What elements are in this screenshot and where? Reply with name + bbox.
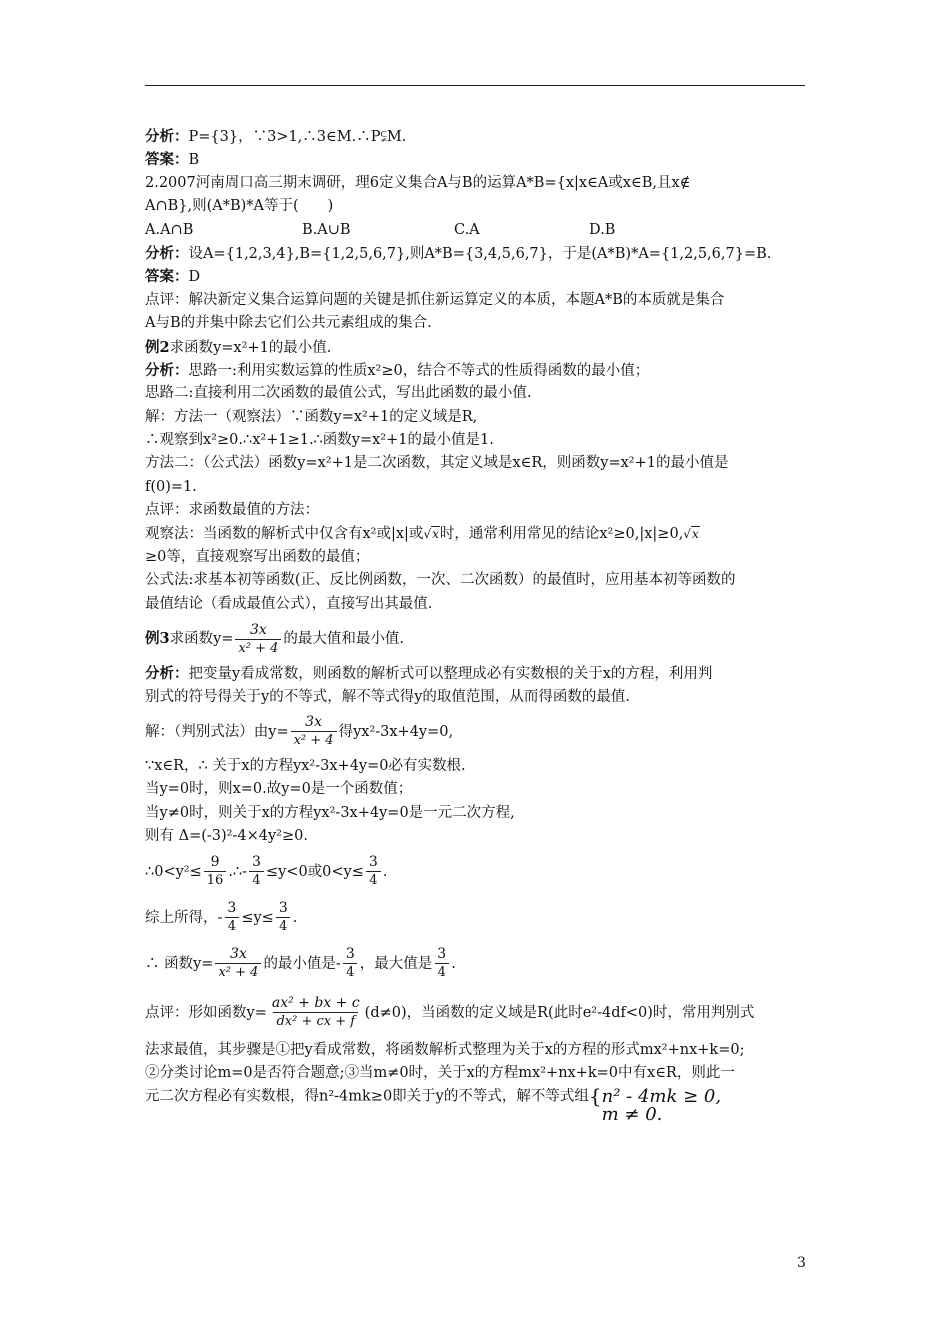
example-2-title — [145, 336, 807, 359]
denominator: 16 — [204, 871, 227, 890]
method-2-line-1: 方法二：（公式法）函数y=x²+1是二次函数，其定义域是x∈R，则函数y=x²+1的最小值是 — [145, 455, 729, 472]
fraction-3-4 — [249, 853, 264, 890]
text: 综上所得，- — [145, 909, 223, 926]
denominator: x² + 4 — [215, 963, 261, 982]
denominator: 4 — [225, 917, 239, 936]
comment-methods-title: 点评：求函数最值的方法： — [145, 502, 319, 519]
fraction-3-4 — [276, 899, 291, 936]
fraction-3x-over-x2p4 — [235, 621, 281, 658]
answer-line-2 — [145, 265, 807, 288]
numerator: 3 — [437, 946, 447, 963]
analysis-text: 思路一:利用实数运算的性质x²≥0，结合不等式的性质得函数的最小值； — [188, 362, 650, 379]
numerator: 3x — [250, 621, 267, 638]
solution-conclusion — [145, 941, 807, 987]
answer-text: D — [188, 269, 201, 286]
fraction-3x-over-x2p4 — [215, 945, 261, 982]
analysis-label: 分析： — [145, 361, 189, 379]
text: 解：（判别式法）由y= — [145, 723, 289, 740]
method-1-line-2: ∴观察到x²≥0.∴x²+1≥1.∴函数y=x²+1的最小值是1. — [145, 432, 494, 449]
solution-line-7 — [145, 895, 807, 941]
example-3-title — [145, 616, 807, 662]
formula-method-line-2: 最值结论（看成最值公式），直接写出其最值. — [145, 595, 433, 612]
sqrt-x: √x — [683, 526, 699, 541]
denominator: 4 — [435, 963, 449, 982]
text: 元二次方程必有实数根，得n²-4mk≥0即关于y的不等式，解不等式组 — [145, 1089, 589, 1106]
text: ≤y<0或0<y≤ — [265, 863, 364, 880]
text: 的最小值是- — [263, 955, 341, 972]
option-c: C.A — [454, 221, 480, 238]
question-2-line-2: A∩B},则(A*B)*A等于( ) — [145, 198, 334, 215]
option-d: D.B — [589, 221, 616, 238]
text: . — [382, 863, 388, 880]
analysis-text: P={3}，∵3>1,∴3∈M.∴P⫋M. — [188, 129, 407, 145]
text: 时，通常利用常见的结论x²≥0,|x|≥0, — [439, 525, 684, 542]
fraction-9-16 — [204, 853, 227, 890]
numerator: 3 — [345, 946, 355, 963]
question-2-line-1: 2.2007河南周口高三期末调研，理6定义集合A与B的运算A*B={x|x∈A或x∈B,且x∉ — [145, 174, 691, 191]
example-3-analysis-1 — [145, 662, 807, 685]
answer-label: 答案： — [145, 151, 189, 169]
numerator: 3 — [252, 854, 261, 871]
answer-line-1 — [145, 148, 807, 171]
denominator: dx² + cx + f — [273, 1012, 358, 1031]
sqrt-x: √x — [423, 526, 439, 541]
page-number: 3 — [797, 1255, 806, 1271]
denominator: x² + 4 — [235, 639, 281, 658]
answer-text: B — [188, 152, 200, 169]
text: ，最大值是 — [359, 955, 433, 972]
text: 求函数y= — [169, 631, 234, 648]
comment-line-2: A与B的并集中除去它们公共元素组成的集合. — [145, 315, 432, 332]
inequality-system — [601, 1086, 722, 1126]
example-2-analysis — [145, 359, 807, 382]
inequality-2: m ≠ 0. — [601, 1104, 663, 1126]
text: 点评：形如函数y= — [145, 1004, 267, 1021]
text: ∴0<y²≤ — [145, 863, 202, 880]
analysis-label: 分析： — [145, 665, 189, 683]
text: . — [451, 955, 456, 972]
sqrt-radicand: x — [691, 526, 699, 541]
solution-line-3: 当y=0时，则x=0.故y=0是一个函数值； — [145, 781, 413, 798]
denominator: 4 — [366, 871, 380, 890]
example-text: 求函数y=x²+1的最小值. — [169, 339, 332, 356]
denominator: 4 — [249, 871, 263, 890]
comment-general-line-1 — [145, 987, 807, 1039]
fraction-3-4 — [224, 899, 239, 936]
analysis-text: 设A={1,2,3,4},B={1,2,5,6,7},则A*B={3,4,5,6,7}，于是(A*B)*A={1,2,5,6,7}=B. — [188, 245, 772, 262]
numerator: 3x — [305, 714, 322, 731]
fraction-3-4 — [434, 945, 449, 982]
method-1-line-1: 解：方法一（观察法）∵函数y=x²+1的定义域是R, — [145, 408, 478, 425]
numerator: 3x — [230, 946, 247, 963]
numerator: 3 — [278, 900, 288, 917]
text: (d≠0)，当函数的定义域是R(此时e²-4df<0)时，常用判别式 — [364, 1004, 755, 1021]
numerator: 9 — [210, 854, 220, 871]
page-body — [145, 125, 807, 1126]
fraction-3x-over-x2p4 — [291, 713, 337, 750]
analysis-line-2 — [145, 242, 807, 265]
example-label: 例3 — [145, 630, 170, 648]
solution-line-1 — [145, 709, 807, 755]
inequality-1: n² - 4mk ≥ 0, — [601, 1086, 722, 1108]
fraction-3-4 — [343, 945, 358, 982]
text: ≤y≤ — [241, 909, 274, 926]
option-b: B.A∪B — [302, 221, 351, 238]
solution-line-2: ∵x∈R，∴ 关于x的方程yx²-3x+4y=0必有实数根. — [145, 757, 466, 774]
numerator: ax² + bx + c — [271, 995, 360, 1012]
solution-line-4: 当y≠0时，则关于x的方程yx²-3x+4y=0是一元二次方程, — [145, 804, 515, 821]
header-rule — [145, 85, 805, 86]
brace-icon: { — [588, 1084, 602, 1109]
question-2-options — [145, 219, 807, 242]
observation-method-line-2: ≥0等，直接观察写出函数的最值； — [145, 549, 370, 566]
comment-line-1: 点评：解决新定义集合运算问题的关键是抓住新运算定义的本质，本题A*B的本质就是集合 — [145, 291, 725, 308]
fraction-general — [269, 994, 363, 1031]
formula-method-line-1: 公式法:求基本初等函数(正、反比例函数，一次、二次函数）的最值时，应用基本初等函数的 — [145, 572, 736, 589]
text: ∴ 函数y= — [145, 955, 214, 972]
denominator: x² + 4 — [291, 731, 337, 750]
text: 的最大值和最小值. — [283, 631, 405, 648]
text: . — [292, 909, 298, 926]
comment-general-line-3: ②分类讨论m=0是否符合题意;③当m≠0时，关于x的方程mx²+nx+k=0中有x∈R，则此一 — [145, 1064, 735, 1081]
denominator: 4 — [343, 963, 357, 982]
sqrt-radicand: x — [432, 526, 439, 541]
analysis-label: 分析： — [145, 128, 189, 145]
numerator: 3 — [227, 900, 237, 917]
analysis-text: 把变量y看成常数，则函数的解析式可以整理成必有实数根的关于x的方程，利用判 — [188, 666, 713, 683]
analysis-label: 分析： — [145, 244, 189, 262]
fraction-3-4 — [366, 853, 381, 890]
numerator: 3 — [368, 854, 378, 871]
observation-method-line-1 — [145, 523, 807, 546]
analysis-line-1 — [145, 125, 807, 148]
answer-label: 答案： — [145, 268, 189, 286]
comment-general-line-2: 法求最值，其步骤是①把y看成常数，将函数解析式整理为关于x的方程的形式mx²+nx+k=0; — [145, 1041, 745, 1058]
text: 得yx²-3x+4y=0, — [338, 723, 454, 740]
solution-line-6 — [145, 849, 807, 895]
idea-2-line: 思路二:直接利用二次函数的最值公式，写出此函数的最小值. — [145, 385, 532, 402]
solution-line-5: 则有 Δ=(-3)²-4×4y²≥0. — [145, 828, 308, 845]
method-2-line-2: f(0)=1. — [145, 478, 197, 495]
text: .∴- — [228, 863, 248, 880]
option-a: A.A∩B — [145, 221, 194, 238]
example-3-analysis-2: 别式的符号得关于y的不等式，解不等式得y的取值范围，从而得函数的最值. — [145, 688, 630, 705]
denominator: 4 — [276, 917, 290, 936]
comment-general-line-4 — [145, 1084, 807, 1126]
example-label: 例2 — [145, 338, 170, 356]
text: 观察法：当函数的解析式中仅含有x²或|x|或 — [145, 525, 424, 542]
